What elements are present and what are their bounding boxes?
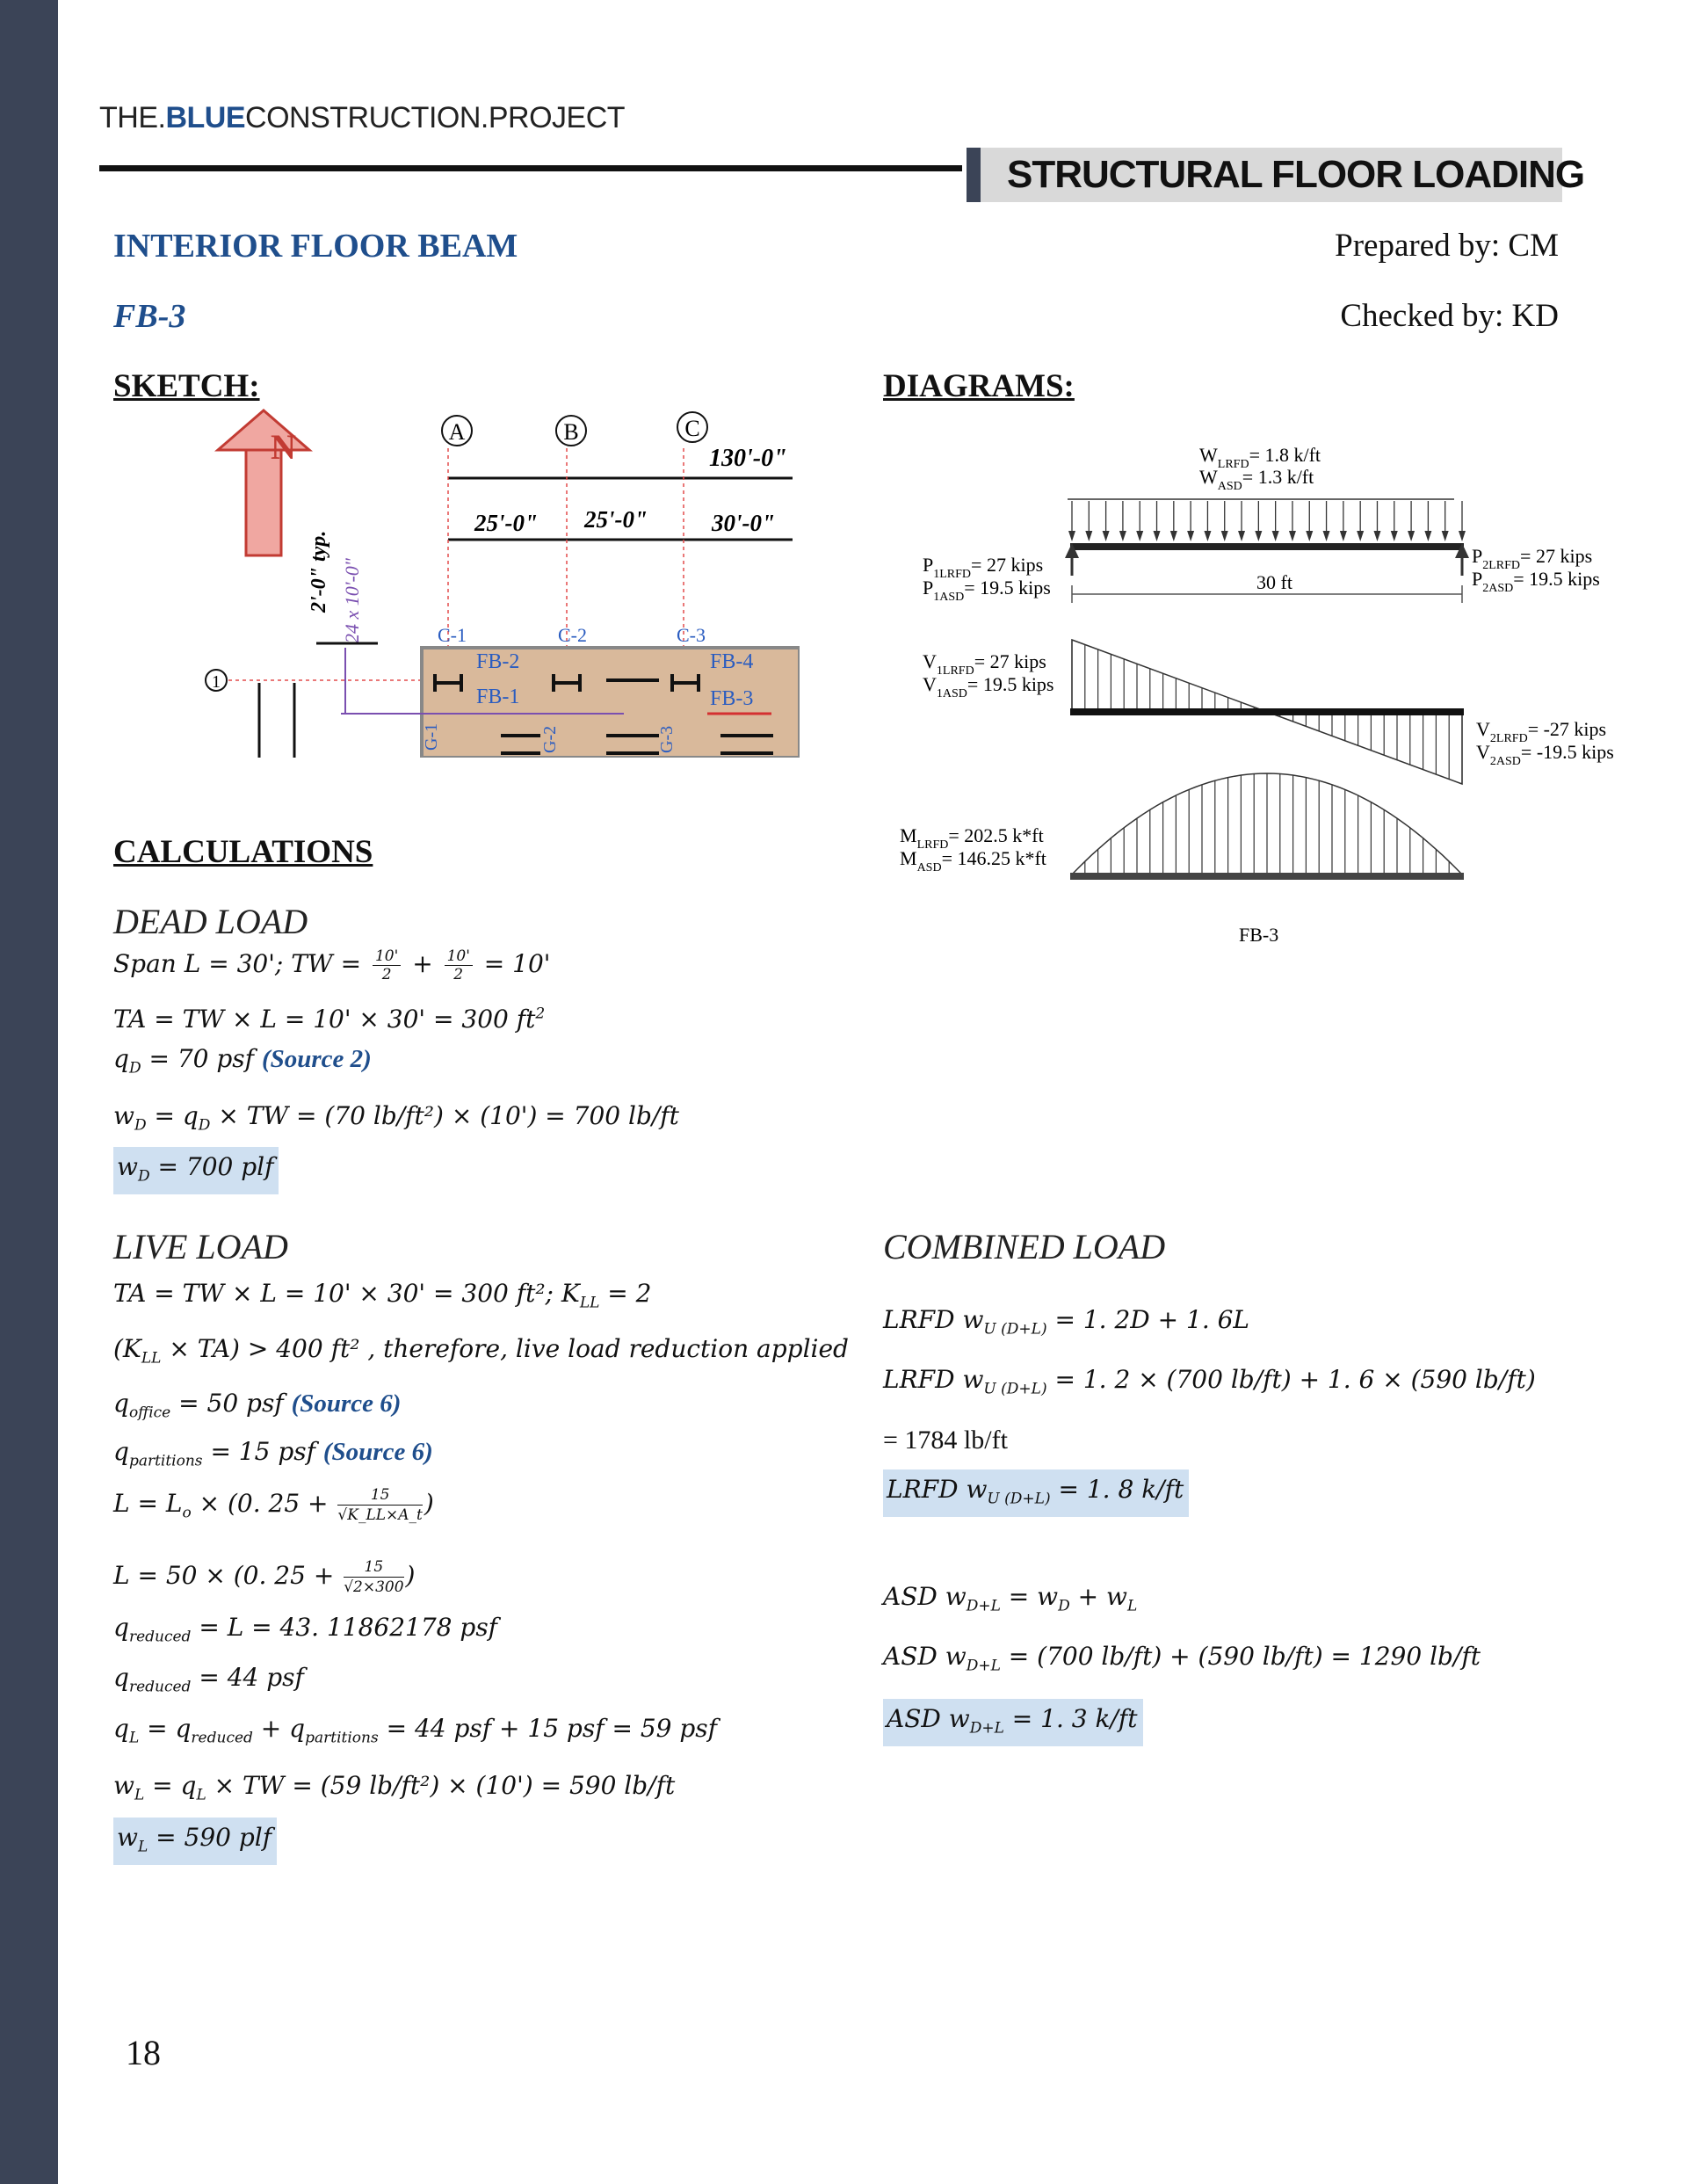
shear-positive-area	[1072, 640, 1267, 712]
udl-arrow-head	[1340, 531, 1347, 541]
p2-lrfd-label: $P_{2LRFD}= 27$ kips	[1472, 545, 1593, 572]
live-q-partitions: $q_{partitions} = 15$ psf (Source 6)	[113, 1437, 433, 1470]
udl-arrow-head	[1408, 531, 1415, 541]
shear-negative-area	[1267, 712, 1462, 784]
udl-arrow-head	[1255, 531, 1262, 541]
p1-lrfd-label: $P_{1LRFD}= 27$ kips	[923, 554, 1044, 581]
live-load-title: LIVE LOAD	[113, 1227, 288, 1266]
udl-arrow-head	[1103, 531, 1110, 541]
member-id-heading: FB-3	[113, 298, 186, 335]
udl-arrow-head	[1238, 531, 1245, 541]
combined-asd-result: ASD $w_{D+L} = 1$. 3 k/ft	[883, 1699, 1143, 1746]
udl-arrow-head	[1272, 531, 1279, 541]
udl-arrow-head	[1306, 531, 1313, 541]
beam-member	[1070, 543, 1464, 550]
live-q-office: $q_{office} = 50$ psf (Source 6)	[113, 1389, 402, 1422]
live-wl-equation: $w_L = q_L$ × TW = (59 lb/ft²) × (10') = 590 lb/ft	[113, 1771, 676, 1804]
p1-asd-label: $P_{1ASD}= 19.5$ kips	[923, 577, 1051, 604]
overall-dimension: 130'-0"	[709, 445, 787, 472]
grid-label-c: C	[684, 416, 700, 441]
north-label: N	[271, 427, 296, 467]
member-type-heading: INTERIOR FLOOR BEAM	[113, 228, 518, 265]
udl-arrow-head	[1119, 531, 1126, 541]
column-label-1: C-1	[438, 624, 467, 646]
v2-lrfd-label: $V_{2LRFD}= -27$ kips	[1476, 718, 1607, 745]
udl-arrow-head	[1424, 531, 1431, 541]
udl-arrow-head	[1136, 531, 1143, 541]
bay-dimension-2: 25'-0"	[584, 506, 648, 533]
beam-label-fb3: FB-3	[710, 687, 754, 710]
udl-arrow-head	[1391, 531, 1398, 541]
live-reduction-calc: L = 50 × (0. 25 + $\frac{15}{√2\times 300}$ )	[113, 1558, 416, 1596]
page-number: 18	[126, 2033, 161, 2072]
moment-baseline	[1070, 873, 1464, 880]
header-rule	[99, 165, 962, 171]
live-reduction-formula: $L = L_o \times (0$. 25 + $\frac{15}{√K\_LL\times A\_t}$ )	[113, 1486, 434, 1524]
combined-asd-2: ASD $w_{D+L} = (700$ lb/ft) + (590 lb/ft) = 1290 lb/ft	[883, 1642, 1481, 1675]
v2-asd-label: $V_{2ASD}= -19.5$ kips	[1476, 741, 1614, 768]
w-asd-label: $W_{ASD}= 1.3$ k/ft	[1199, 466, 1314, 493]
diagram-caption: FB-3	[1239, 924, 1279, 946]
udl-arrow-head	[1357, 531, 1364, 541]
udl-arrow-head	[1154, 531, 1161, 541]
dead-wd-equation: $w_D = q_D$ × TW = (70 lb/ft²) × (10') = 700 lb/ft	[113, 1101, 679, 1135]
vertical-dimension-2: 24 x 10'-0"	[341, 557, 363, 643]
girder-label-2: G-2	[540, 725, 560, 753]
girder-label-3: G-3	[657, 725, 677, 753]
vertical-dimension: 2'-0" typ.	[308, 530, 330, 613]
udl-arrow-head	[1459, 531, 1466, 541]
udl-arrow-head	[1204, 531, 1211, 541]
bay-dimension-1: 25'-0"	[474, 510, 538, 536]
m-lrfd-label: $M_{LRFD}= 202.5$ k*ft	[900, 824, 1044, 852]
dead-qd-equation: $q_D = 70$ psf (Source 2)	[113, 1044, 372, 1077]
beam-label-fb4: FB-4	[710, 650, 754, 673]
moment-hatch	[1072, 773, 1462, 874]
live-reduction-check: $(K_{LL} \times TA) > 400$ ft² , therefore, live load reduction applied	[113, 1334, 849, 1368]
live-ql-equation: $q_L = q_{reduced} + q_{partitions} = 44$ psf + 15 psf = 59 psf	[113, 1714, 718, 1747]
girder-label-1: G-1	[422, 722, 441, 751]
m-asd-label: $M_{ASD}= 146.25$ k*ft	[900, 847, 1046, 874]
live-q-reduced-1: $q_{reduced} = L = 43$. 11862178 psf	[113, 1613, 498, 1646]
calculations-heading: CALCULATIONS	[113, 834, 373, 870]
bay-dimension-3: 30'-0"	[712, 510, 775, 536]
live-ta-equation: TA = TW × L = 10' × 30' = 300 ft²; $K_{LL} = 2$	[113, 1279, 652, 1312]
udl-arrow-head	[1323, 531, 1330, 541]
live-q-partitions-source: (Source 6)	[322, 1438, 433, 1466]
beam-label-fb1: FB-1	[476, 686, 520, 708]
udl-arrow-head	[1170, 531, 1177, 541]
header-banner	[967, 148, 1585, 202]
combined-lrfd-result: LRFD $w_{U (D+L)} = 1$. 8 k/ft	[883, 1469, 1189, 1517]
dead-wd-result: $w_D = 700$ plf	[113, 1147, 279, 1194]
checked-by: Checked by: KD	[1340, 298, 1559, 334]
page-sidebar-band	[0, 0, 58, 2184]
dead-qd-source: (Source 2)	[261, 1045, 372, 1073]
dead-ta-equation: TA = TW × L = 10' × 30' = 300 $ft^2$	[113, 1005, 546, 1034]
w-lrfd-label: $W_{LRFD}= 1.8$ k/ft	[1199, 444, 1321, 471]
combined-lrfd-2: LRFD $w_{U (D+L)} = 1$. 2 × (700 lb/ft) + 1. 6 × (590 lb/ft)	[883, 1365, 1536, 1398]
beam-diagrams	[887, 431, 1643, 958]
brand-logo-text: THE.BLUECONSTRUCTION.PROJECT	[99, 101, 626, 134]
prepared-by: Prepared by: CM	[1335, 228, 1559, 264]
udl-arrow-head	[1221, 531, 1228, 541]
column-label-3: C-3	[677, 624, 706, 646]
sketch-heading: SKETCH:	[113, 368, 260, 404]
grid-label-1: 1	[212, 672, 221, 692]
combined-asd-1: ASD $w_{D+L} = w_D + w_L$	[883, 1582, 1138, 1615]
grid-label-a: A	[448, 419, 466, 445]
udl-arrow-group	[1068, 501, 1466, 541]
combined-lrfd-1: LRFD $w_{U (D+L)} = 1$. 2D + 1. 6L	[883, 1305, 1250, 1339]
live-wl-result: $w_L = 590$ plf	[113, 1818, 277, 1865]
column-label-2: C-2	[558, 624, 587, 646]
v1-asd-label: $V_{1ASD}= 19.5$ kips	[923, 673, 1054, 700]
banner-title: STRUCTURAL FLOOR LOADING	[1007, 153, 1585, 196]
udl-arrow-head	[1068, 531, 1075, 541]
shear-baseline	[1070, 708, 1464, 715]
udl-arrow-head	[1442, 531, 1449, 541]
p2-asd-label: $P_{2ASD}= 19.5$ kips	[1472, 568, 1600, 595]
grid-label-b: B	[563, 419, 579, 445]
combined-lrfd-3: = 1784 lb/ft	[883, 1426, 1008, 1455]
combined-load-title: COMBINED LOAD	[883, 1227, 1166, 1266]
beam-label-fb2: FB-2	[476, 650, 520, 673]
live-q-reduced-2: $q_{reduced} = 44$ psf	[113, 1663, 304, 1696]
udl-arrow-head	[1187, 531, 1194, 541]
framing-sketch	[202, 406, 800, 758]
span-label: 30 ft	[1256, 571, 1292, 593]
v1-lrfd-label: $V_{1LRFD}= 27$ kips	[923, 650, 1046, 678]
diagrams-heading: DIAGRAMS:	[883, 368, 1075, 404]
udl-arrow-head	[1289, 531, 1296, 541]
dead-load-title: DEAD LOAD	[113, 902, 308, 941]
live-q-office-source: (Source 6)	[291, 1389, 402, 1418]
udl-arrow-head	[1085, 531, 1092, 541]
udl-arrow-head	[1373, 531, 1380, 541]
dead-span-equation: Span L = 30'; TW = $\frac{10'}{2}$ + $\frac{10'}{2}$ = 10'	[113, 947, 551, 983]
